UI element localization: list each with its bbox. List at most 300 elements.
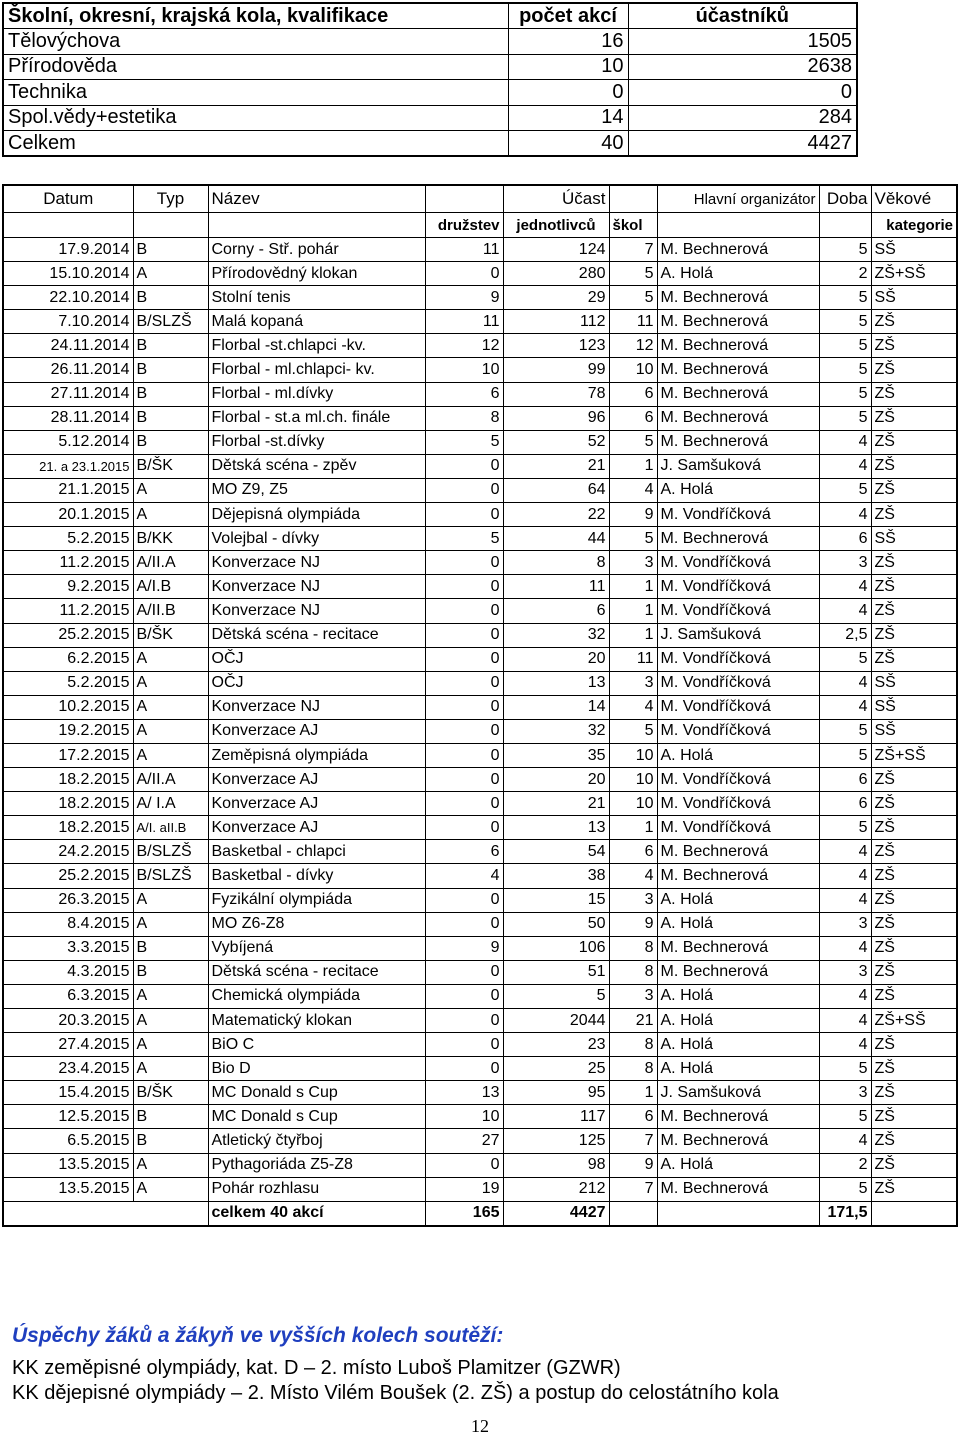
table-row bbox=[3, 695, 957, 719]
cell-datum: 4.3.2015 bbox=[3, 960, 133, 984]
cell-kategorie: SŠ bbox=[871, 671, 957, 695]
events-header-row-1 bbox=[3, 185, 957, 213]
cell-datum: 18.2.2015 bbox=[3, 792, 133, 816]
cell-druzstev: 0 bbox=[425, 1033, 503, 1057]
cell-kategorie: ZŠ bbox=[871, 1105, 957, 1129]
cell-skol: 5 bbox=[609, 430, 657, 454]
cell-doba: 5 bbox=[819, 286, 871, 310]
total-row bbox=[3, 1201, 957, 1226]
summary-row-cell: 10 bbox=[508, 54, 628, 79]
cell-skol: 1 bbox=[609, 575, 657, 599]
summary-row-cell: Přírodověda bbox=[3, 54, 508, 79]
cell-organizator: M. Vondříčková bbox=[657, 575, 819, 599]
col-header-organizator: Hlavní organizátor bbox=[657, 185, 819, 213]
cell-doba: 4 bbox=[819, 503, 871, 527]
table-row bbox=[3, 792, 957, 816]
cell-jednotlivcu: 44 bbox=[503, 527, 609, 551]
cell-datum: 15.10.2014 bbox=[3, 262, 133, 286]
cell-typ: A bbox=[133, 647, 208, 671]
cell-organizator: J. Samšuková bbox=[657, 1081, 819, 1105]
cell-doba: 6 bbox=[819, 768, 871, 792]
cell-skol: 3 bbox=[609, 984, 657, 1008]
cell-druzstev: 0 bbox=[425, 599, 503, 623]
cell-organizator: A. Holá bbox=[657, 262, 819, 286]
table-row bbox=[3, 478, 957, 502]
cell-skol: 6 bbox=[609, 406, 657, 430]
cell-druzstev: 0 bbox=[425, 960, 503, 984]
cell-doba: 4 bbox=[819, 695, 871, 719]
cell-datum: 25.2.2015 bbox=[3, 864, 133, 888]
cell-nazev: Basketbal - dívky bbox=[208, 864, 425, 888]
cell-nazev: Konverzace NJ bbox=[208, 599, 425, 623]
cell-doba: 4 bbox=[819, 454, 871, 478]
summary-table bbox=[2, 2, 858, 157]
cell-druzstev: 0 bbox=[425, 503, 503, 527]
cell-typ: B bbox=[133, 960, 208, 984]
cell-typ: A/ I.A bbox=[133, 792, 208, 816]
cell-jednotlivcu: 95 bbox=[503, 1081, 609, 1105]
table-row bbox=[3, 840, 957, 864]
cell-typ: A/II.B bbox=[133, 599, 208, 623]
cell-doba: 4 bbox=[819, 864, 871, 888]
cell-skol: 7 bbox=[609, 1177, 657, 1201]
cell-druzstev: 12 bbox=[425, 334, 503, 358]
cell-jednotlivcu: 38 bbox=[503, 864, 609, 888]
summary-row bbox=[3, 29, 857, 54]
cell-datum: 19.2.2015 bbox=[3, 719, 133, 743]
cell-nazev: Konverzace NJ bbox=[208, 575, 425, 599]
cell-organizator: M. Vondříčková bbox=[657, 719, 819, 743]
cell-nazev: Dětská scéna - recitace bbox=[208, 960, 425, 984]
cell-datum: 26.3.2015 bbox=[3, 888, 133, 912]
summary-body bbox=[3, 3, 857, 156]
cell-datum: 6.3.2015 bbox=[3, 984, 133, 1008]
cell-kategorie: ZŠ+SŠ bbox=[871, 1009, 957, 1033]
col-header-vekove: Věkové bbox=[871, 185, 957, 213]
cell-typ: A bbox=[133, 1177, 208, 1201]
cell-skol: 7 bbox=[609, 238, 657, 262]
cell-nazev: Bio D bbox=[208, 1057, 425, 1081]
cell-organizator: A. Holá bbox=[657, 984, 819, 1008]
cell-nazev: BiO C bbox=[208, 1033, 425, 1057]
cell-typ: B bbox=[133, 382, 208, 406]
cell-jednotlivcu: 5 bbox=[503, 984, 609, 1008]
cell-doba: 3 bbox=[819, 912, 871, 936]
cell-typ: A/I. aII.B bbox=[133, 816, 208, 840]
col-header-nazev: Název bbox=[208, 185, 425, 213]
cell-jednotlivcu: 51 bbox=[503, 960, 609, 984]
table-row bbox=[3, 334, 957, 358]
cell-organizator: M. Bechnerová bbox=[657, 1129, 819, 1153]
cell-datum: 11.2.2015 bbox=[3, 551, 133, 575]
cell-jednotlivcu: 64 bbox=[503, 478, 609, 502]
cell-jednotlivcu: 6 bbox=[503, 599, 609, 623]
cell-doba: 2,5 bbox=[819, 623, 871, 647]
cell-druzstev: 8 bbox=[425, 406, 503, 430]
cell-doba: 2 bbox=[819, 262, 871, 286]
cell-datum: 5.2.2015 bbox=[3, 671, 133, 695]
cell-organizator: A. Holá bbox=[657, 1009, 819, 1033]
cell-typ: A bbox=[133, 1033, 208, 1057]
table-row bbox=[3, 912, 957, 936]
cell-datum: 21. a 23.1.2015 bbox=[3, 454, 133, 478]
cell-datum: 27.11.2014 bbox=[3, 382, 133, 406]
cell-datum: 25.2.2015 bbox=[3, 623, 133, 647]
summary-row bbox=[3, 80, 857, 105]
cell-typ: B/SLZŠ bbox=[133, 840, 208, 864]
cell-skol: 3 bbox=[609, 551, 657, 575]
cell-typ: B bbox=[133, 1129, 208, 1153]
cell-druzstev: 6 bbox=[425, 382, 503, 406]
cell-nazev: OČJ bbox=[208, 671, 425, 695]
cell-organizator: A. Holá bbox=[657, 1153, 819, 1177]
cell-kategorie: ZŠ bbox=[871, 1153, 957, 1177]
cell-druzstev: 0 bbox=[425, 792, 503, 816]
cell-nazev: Matematický klokan bbox=[208, 1009, 425, 1033]
col-header-jednotlivcu: jednotlivců bbox=[503, 213, 609, 238]
cell-datum: 27.4.2015 bbox=[3, 1033, 133, 1057]
cell-nazev: Florbal -st.chlapci -kv. bbox=[208, 334, 425, 358]
cell-druzstev: 0 bbox=[425, 575, 503, 599]
col-header-skol: škol bbox=[609, 213, 657, 238]
cell-jednotlivcu: 13 bbox=[503, 671, 609, 695]
cell-nazev: Corny - Stř. pohár bbox=[208, 238, 425, 262]
cell-skol: 4 bbox=[609, 478, 657, 502]
cell-jednotlivcu: 29 bbox=[503, 286, 609, 310]
page-number: 12 bbox=[471, 1416, 489, 1436]
cell-datum: 6.2.2015 bbox=[3, 647, 133, 671]
cell-druzstev: 10 bbox=[425, 1105, 503, 1129]
cell-doba: 5 bbox=[819, 310, 871, 334]
cell-datum: 15.4.2015 bbox=[3, 1081, 133, 1105]
cell-organizator: M. Vondříčková bbox=[657, 647, 819, 671]
table-row bbox=[3, 382, 957, 406]
cell-druzstev: 0 bbox=[425, 647, 503, 671]
cell-skol: 10 bbox=[609, 358, 657, 382]
cell-druzstev: 0 bbox=[425, 478, 503, 502]
cell-skol: 12 bbox=[609, 334, 657, 358]
cell-organizator: M. Vondříčková bbox=[657, 599, 819, 623]
cell-typ: A bbox=[133, 888, 208, 912]
cell-doba: 6 bbox=[819, 527, 871, 551]
cell-datum: 11.2.2015 bbox=[3, 599, 133, 623]
cell-druzstev: 9 bbox=[425, 936, 503, 960]
cell-doba: 5 bbox=[819, 358, 871, 382]
cell-nazev: Malá kopaná bbox=[208, 310, 425, 334]
cell-jednotlivcu: 99 bbox=[503, 358, 609, 382]
cell-kategorie: ZŠ bbox=[871, 454, 957, 478]
cell-druzstev: 5 bbox=[425, 527, 503, 551]
cell-doba: 4 bbox=[819, 840, 871, 864]
cell-skol: 10 bbox=[609, 743, 657, 767]
table-row bbox=[3, 719, 957, 743]
cell-kategorie: ZŠ bbox=[871, 816, 957, 840]
cell-kategorie: SŠ bbox=[871, 238, 957, 262]
cell-skol: 10 bbox=[609, 792, 657, 816]
cell-typ: B/KK bbox=[133, 527, 208, 551]
table-row bbox=[3, 816, 957, 840]
table-row bbox=[3, 238, 957, 262]
cell-organizator: M. Vondříčková bbox=[657, 768, 819, 792]
cell-kategorie: ZŠ bbox=[871, 936, 957, 960]
cell-typ: B/ŠK bbox=[133, 1081, 208, 1105]
cell-druzstev: 5 bbox=[425, 430, 503, 454]
success-line-2: KK dějepisné olympiády – 2. Místo Vilém Boušek (2. ZŠ) a postup do celostátního kola bbox=[12, 1382, 779, 1404]
cell-doba: 5 bbox=[819, 1177, 871, 1201]
table-row bbox=[3, 936, 957, 960]
cell-typ: A bbox=[133, 984, 208, 1008]
cell-datum: 18.2.2015 bbox=[3, 768, 133, 792]
summary-row-cell: 2638 bbox=[628, 54, 857, 79]
table-row bbox=[3, 864, 957, 888]
cell-druzstev: 0 bbox=[425, 912, 503, 936]
cell-nazev: Konverzace NJ bbox=[208, 551, 425, 575]
cell-kategorie: ZŠ bbox=[871, 623, 957, 647]
cell-kategorie: ZŠ bbox=[871, 334, 957, 358]
cell-kategorie: ZŠ bbox=[871, 647, 957, 671]
cell-doba: 5 bbox=[819, 743, 871, 767]
cell-nazev: Atletický čtyřboj bbox=[208, 1129, 425, 1153]
cell-skol: 4 bbox=[609, 864, 657, 888]
cell-organizator: M. Vondříčková bbox=[657, 695, 819, 719]
table-row bbox=[3, 262, 957, 286]
cell-datum: 5.12.2014 bbox=[3, 430, 133, 454]
table-row bbox=[3, 503, 957, 527]
cell-doba: 5 bbox=[819, 1057, 871, 1081]
cell-typ: A bbox=[133, 695, 208, 719]
events-body bbox=[3, 238, 957, 1202]
cell-skol: 11 bbox=[609, 647, 657, 671]
cell-organizator: A. Holá bbox=[657, 1057, 819, 1081]
cell-kategorie: SŠ bbox=[871, 527, 957, 551]
summary-header-row-cell: Školní, okresní, krajská kola, kvalifikace bbox=[3, 3, 508, 29]
cell-datum: 20.3.2015 bbox=[3, 1009, 133, 1033]
cell-jednotlivcu: 25 bbox=[503, 1057, 609, 1081]
cell-doba: 4 bbox=[819, 984, 871, 1008]
cell-organizator: A. Holá bbox=[657, 1033, 819, 1057]
cell-jednotlivcu: 35 bbox=[503, 743, 609, 767]
cell-datum: 13.5.2015 bbox=[3, 1153, 133, 1177]
cell-doba: 4 bbox=[819, 430, 871, 454]
cell-organizator: A. Holá bbox=[657, 743, 819, 767]
cell-typ: B bbox=[133, 430, 208, 454]
cell-organizator: M. Vondříčková bbox=[657, 792, 819, 816]
table-row bbox=[3, 1129, 957, 1153]
cell-organizator: M. Vondříčková bbox=[657, 816, 819, 840]
cell-jednotlivcu: 8 bbox=[503, 551, 609, 575]
cell-kategorie: ZŠ bbox=[871, 912, 957, 936]
cell-nazev: Přírodovědný klokan bbox=[208, 262, 425, 286]
cell-nazev: Pohár rozhlasu bbox=[208, 1177, 425, 1201]
cell-kategorie: ZŠ bbox=[871, 358, 957, 382]
cell-skol: 9 bbox=[609, 503, 657, 527]
cell-nazev: MO Z9, Z5 bbox=[208, 478, 425, 502]
cell-nazev: Florbal - st.a ml.ch. finále bbox=[208, 406, 425, 430]
cell-organizator: M. Bechnerová bbox=[657, 430, 819, 454]
cell-druzstev: 0 bbox=[425, 1153, 503, 1177]
cell-doba: 4 bbox=[819, 1033, 871, 1057]
cell-datum: 9.2.2015 bbox=[3, 575, 133, 599]
cell-organizator: M. Bechnerová bbox=[657, 286, 819, 310]
cell-kategorie: ZŠ bbox=[871, 575, 957, 599]
cell-skol: 5 bbox=[609, 262, 657, 286]
cell-jednotlivcu: 23 bbox=[503, 1033, 609, 1057]
cell-kategorie: SŠ bbox=[871, 719, 957, 743]
col-header-kategorie: kategorie bbox=[871, 213, 957, 238]
summary-row bbox=[3, 54, 857, 79]
cell-kategorie: ZŠ bbox=[871, 599, 957, 623]
table-row bbox=[3, 454, 957, 478]
cell-doba: 5 bbox=[819, 406, 871, 430]
cell-kategorie: SŠ bbox=[871, 695, 957, 719]
table-row bbox=[3, 430, 957, 454]
cell-kategorie: ZŠ bbox=[871, 1057, 957, 1081]
cell-skol: 8 bbox=[609, 1057, 657, 1081]
cell-druzstev: 0 bbox=[425, 719, 503, 743]
cell-nazev: Konverzace NJ bbox=[208, 695, 425, 719]
table-row bbox=[3, 527, 957, 551]
cell-nazev: Vybíjená bbox=[208, 936, 425, 960]
cell-druzstev: 0 bbox=[425, 984, 503, 1008]
col-header-ucast: Účast bbox=[503, 185, 609, 213]
table-row bbox=[3, 1033, 957, 1057]
cell-jednotlivcu: 98 bbox=[503, 1153, 609, 1177]
cell-typ: B/ŠK bbox=[133, 454, 208, 478]
cell-datum: 8.4.2015 bbox=[3, 912, 133, 936]
cell-datum: 17.2.2015 bbox=[3, 743, 133, 767]
cell-typ: A bbox=[133, 912, 208, 936]
cell-skol: 9 bbox=[609, 1153, 657, 1177]
cell-typ: A bbox=[133, 1153, 208, 1177]
cell-jednotlivcu: 20 bbox=[503, 768, 609, 792]
table-row bbox=[3, 575, 957, 599]
cell-typ: A bbox=[133, 1057, 208, 1081]
cell-nazev: Konverzace AJ bbox=[208, 816, 425, 840]
cell-datum: 28.11.2014 bbox=[3, 406, 133, 430]
cell-kategorie: ZŠ bbox=[871, 864, 957, 888]
cell-nazev: MO Z6-Z8 bbox=[208, 912, 425, 936]
cell-skol: 8 bbox=[609, 960, 657, 984]
cell-nazev: Florbal - ml.chlapci- kv. bbox=[208, 358, 425, 382]
cell-typ: B bbox=[133, 286, 208, 310]
cell-skol: 6 bbox=[609, 840, 657, 864]
cell-typ: B bbox=[133, 1105, 208, 1129]
cell-datum: 21.1.2015 bbox=[3, 478, 133, 502]
cell-organizator: M. Vondříčková bbox=[657, 671, 819, 695]
cell-jednotlivcu: 20 bbox=[503, 647, 609, 671]
cell-jednotlivcu: 280 bbox=[503, 262, 609, 286]
cell-kategorie: ZŠ bbox=[871, 768, 957, 792]
cell-skol: 7 bbox=[609, 1129, 657, 1153]
cell-skol: 1 bbox=[609, 599, 657, 623]
total-doba: 171,5 bbox=[819, 1201, 871, 1226]
cell-doba: 5 bbox=[819, 382, 871, 406]
cell-typ: A bbox=[133, 743, 208, 767]
cell-jednotlivcu: 78 bbox=[503, 382, 609, 406]
cell-typ: A bbox=[133, 671, 208, 695]
events-header-row-2 bbox=[3, 213, 957, 238]
col-header-druzstev: družstev bbox=[425, 213, 503, 238]
cell-jednotlivcu: 112 bbox=[503, 310, 609, 334]
cell-jednotlivcu: 52 bbox=[503, 430, 609, 454]
cell-kategorie: ZŠ bbox=[871, 310, 957, 334]
cell-nazev: Dětská scéna - zpěv bbox=[208, 454, 425, 478]
summary-row-cell: 1505 bbox=[628, 29, 857, 54]
table-row bbox=[3, 1153, 957, 1177]
cell-nazev: Florbal -st.dívky bbox=[208, 430, 425, 454]
cell-datum: 3.3.2015 bbox=[3, 936, 133, 960]
cell-doba: 2 bbox=[819, 1153, 871, 1177]
cell-doba: 4 bbox=[819, 599, 871, 623]
cell-datum: 7.10.2014 bbox=[3, 310, 133, 334]
cell-organizator: M. Bechnerová bbox=[657, 238, 819, 262]
cell-jednotlivcu: 96 bbox=[503, 406, 609, 430]
cell-typ: B bbox=[133, 238, 208, 262]
cell-druzstev: 0 bbox=[425, 1057, 503, 1081]
cell-druzstev: 11 bbox=[425, 238, 503, 262]
cell-doba: 4 bbox=[819, 1009, 871, 1033]
cell-kategorie: ZŠ bbox=[871, 406, 957, 430]
cell-nazev: Konverzace AJ bbox=[208, 792, 425, 816]
cell-typ: A bbox=[133, 478, 208, 502]
cell-doba: 4 bbox=[819, 575, 871, 599]
cell-druzstev: 11 bbox=[425, 310, 503, 334]
table-row bbox=[3, 1081, 957, 1105]
cell-jednotlivcu: 125 bbox=[503, 1129, 609, 1153]
cell-jednotlivcu: 106 bbox=[503, 936, 609, 960]
cell-doba: 5 bbox=[819, 334, 871, 358]
cell-doba: 5 bbox=[819, 238, 871, 262]
cell-kategorie: ZŠ bbox=[871, 1129, 957, 1153]
cell-skol: 1 bbox=[609, 1081, 657, 1105]
cell-datum: 22.10.2014 bbox=[3, 286, 133, 310]
col-header-datum: Datum bbox=[3, 185, 133, 213]
table-row bbox=[3, 647, 957, 671]
cell-typ: B bbox=[133, 406, 208, 430]
cell-nazev: Dětská scéna - recitace bbox=[208, 623, 425, 647]
cell-doba: 4 bbox=[819, 888, 871, 912]
cell-jednotlivcu: 13 bbox=[503, 816, 609, 840]
cell-doba: 5 bbox=[819, 478, 871, 502]
cell-nazev: Stolní tenis bbox=[208, 286, 425, 310]
cell-nazev: Pythagoriáda Z5-Z8 bbox=[208, 1153, 425, 1177]
summary-row bbox=[3, 105, 857, 130]
cell-doba: 5 bbox=[819, 719, 871, 743]
cell-doba: 6 bbox=[819, 792, 871, 816]
cell-kategorie: ZŠ bbox=[871, 503, 957, 527]
table-row bbox=[3, 406, 957, 430]
cell-datum: 24.11.2014 bbox=[3, 334, 133, 358]
cell-doba: 4 bbox=[819, 1129, 871, 1153]
summary-row bbox=[3, 130, 857, 156]
cell-skol: 3 bbox=[609, 888, 657, 912]
cell-jednotlivcu: 2044 bbox=[503, 1009, 609, 1033]
cell-druzstev: 0 bbox=[425, 816, 503, 840]
cell-organizator: A. Holá bbox=[657, 478, 819, 502]
cell-kategorie: ZŠ bbox=[871, 1177, 957, 1201]
cell-druzstev: 27 bbox=[425, 1129, 503, 1153]
cell-organizator: M. Bechnerová bbox=[657, 382, 819, 406]
cell-skol: 1 bbox=[609, 623, 657, 647]
cell-organizator: J. Samšuková bbox=[657, 623, 819, 647]
cell-jednotlivcu: 117 bbox=[503, 1105, 609, 1129]
cell-jednotlivcu: 15 bbox=[503, 888, 609, 912]
cell-druzstev: 10 bbox=[425, 358, 503, 382]
cell-nazev: Dějepisná olympiáda bbox=[208, 503, 425, 527]
cell-druzstev: 0 bbox=[425, 1009, 503, 1033]
cell-organizator: M. Bechnerová bbox=[657, 1105, 819, 1129]
cell-typ: A bbox=[133, 1009, 208, 1033]
